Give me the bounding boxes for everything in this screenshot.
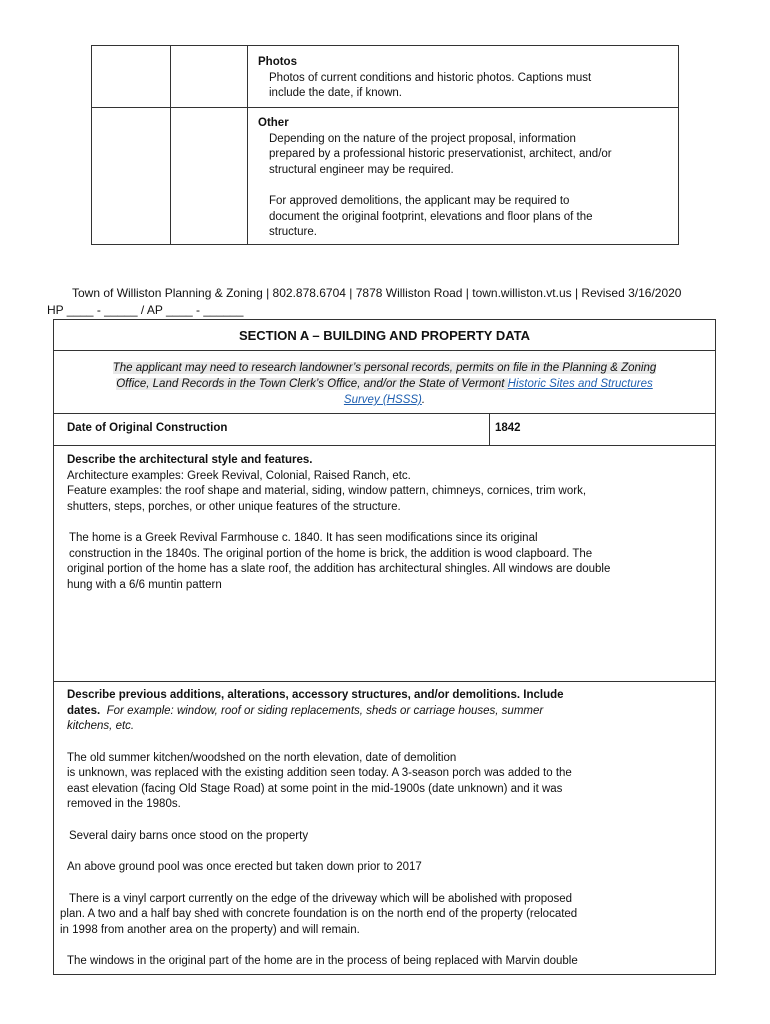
column-divider — [489, 413, 490, 445]
other-heading: Other — [258, 117, 289, 129]
style-answer-line: The home is a Greek Revival Farmhouse c. 1840. It has seen modifications since its original — [69, 532, 538, 544]
note-line: The applicant may need to research landowner’s personal records, permits on file in the Planning & Zoning — [112, 362, 657, 374]
architectural-style-block[interactable] — [67, 453, 695, 593]
top-table — [91, 45, 679, 245]
style-instructions: Feature examples: the roof shape and material, siding, window pattern, chimneys, cornices, trim work, — [67, 485, 587, 497]
column-divider — [247, 46, 248, 244]
row-divider — [54, 681, 715, 682]
footer-contact: Town of Williston Planning & Zoning | 802.878.6704 | 7878 Williston Road | town.williston.vt.us | Revised 3/16/2020 — [72, 286, 682, 300]
note-line: Office, Land Records in the Town Clerk’s Office, and/or the State of Vermont — [116, 378, 508, 390]
additions-answer-line: The old summer kitchen/woodshed on the north elevation, date of demolition — [67, 751, 457, 764]
hsss-link[interactable]: Historic Sites and Structures — [507, 378, 653, 390]
additions-answer-line: Several dairy barns once stood on the property — [69, 829, 309, 842]
style-answer-line: hung with a 6/6 muntin pattern — [67, 578, 222, 591]
other-line: structure. — [269, 226, 317, 238]
hp-ap-number-line: HP ____ - _____ / AP ____ - ______ — [47, 303, 244, 317]
section-note — [70, 360, 699, 408]
column-divider — [170, 46, 171, 244]
other-line: structural engineer may be required. — [269, 163, 454, 176]
additions-answer-line: There is a vinyl carport currently on the edge of the driveway which will be abolished with proposed — [69, 892, 573, 905]
other-line: Depending on the nature of the project proposal, information — [269, 132, 576, 145]
style-instructions: shutters, steps, porches, or other unique features of the structure. — [67, 500, 401, 513]
photos-heading: Photos — [258, 56, 297, 68]
row-divider — [54, 350, 715, 351]
photos-line: Photos of current conditions and historic photos. Captions must — [269, 71, 592, 84]
date-of-construction-label: Date of Original Construction — [67, 422, 228, 434]
additions-block[interactable] — [60, 688, 695, 970]
additions-example: For example: window, roof or siding replacements, sheds or carriage houses, summer — [106, 704, 544, 717]
style-answer-line: construction in the 1840s. The original portion of the home is brick, the addition is wood clapboard. The — [69, 547, 593, 560]
note-end: . — [421, 394, 426, 406]
additions-answer-line: plan. A two and a half bay shed with concrete foundation is on the north end of the property (relocated — [60, 908, 578, 920]
additions-answer-line: east elevation (facing Old Stage Road) at some point in the mid-1900s (date unknown) and it was — [67, 782, 563, 795]
style-answer-line: original portion of the home has a slate roof, the addition has architectural shingles. All windows are double — [67, 563, 611, 575]
other-line: prepared by a professional historic preservationist, architect, and/or — [269, 148, 612, 160]
additions-heading: Describe previous additions, alterations, accessory structures, and/or demolitions. Include — [67, 689, 564, 701]
other-line: For approved demolitions, the applicant may be required to — [269, 195, 570, 207]
hsss-link[interactable]: Survey (HSSS) — [343, 394, 422, 406]
photos-line: include the date, if known. — [269, 87, 402, 99]
additions-answer-line: An above ground pool was once erected but taken down prior to 2017 — [67, 861, 422, 873]
additions-answer-line: The windows in the original part of the home are in the process of being replaced with Marvin double — [67, 955, 578, 967]
section-title: SECTION A – BUILDING AND PROPERTY DATA — [238, 328, 531, 343]
photos-cell — [258, 55, 591, 102]
additions-answer-line: removed in the 1980s. — [67, 798, 181, 810]
section-a-table — [53, 319, 716, 975]
row-divider — [54, 445, 715, 446]
other-line: document the original footprint, elevations and floor plans of the — [269, 210, 593, 223]
other-cell — [258, 116, 612, 241]
date-of-construction-value[interactable]: 1842 — [495, 422, 521, 434]
style-instructions: Architecture examples: Greek Revival, Colonial, Raised Ranch, etc. — [67, 469, 411, 482]
additions-answer-line: is unknown, was replaced with the existing addition seen today. A 3-season porch was added to the — [67, 767, 572, 779]
additions-heading: dates. — [67, 704, 101, 717]
style-heading: Describe the architectural style and features. — [67, 454, 313, 466]
row-divider — [92, 107, 678, 108]
additions-example: kitchens, etc. — [67, 720, 135, 732]
additions-answer-line: in 1998 from another area on the property) and will remain. — [60, 923, 360, 936]
row-divider — [54, 413, 715, 414]
